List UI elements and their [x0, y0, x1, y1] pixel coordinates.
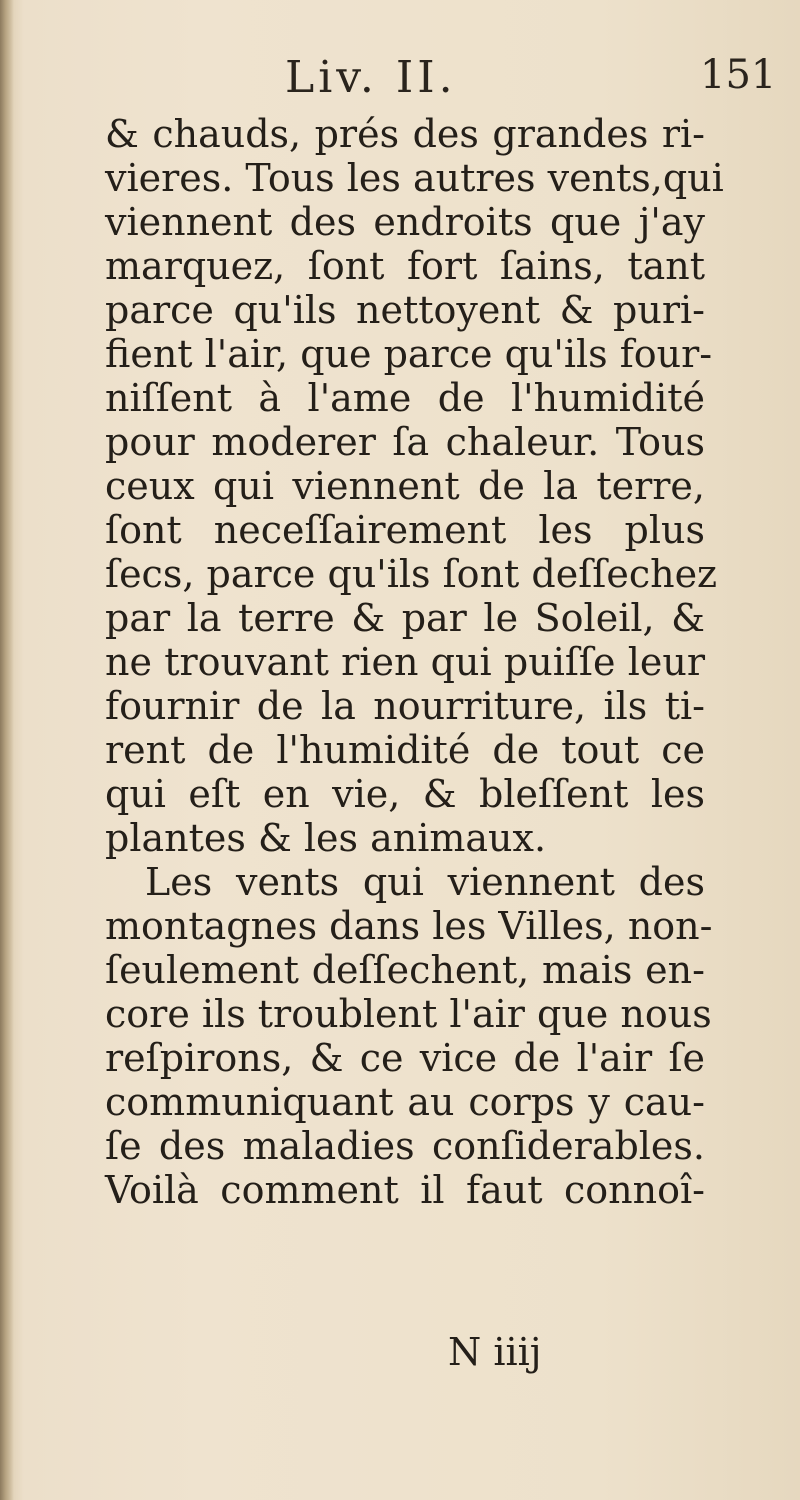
text-line: communiquant au corps y cau-: [105, 1080, 705, 1124]
text-line: par la terre & par le Soleil, &: [105, 596, 705, 640]
text-line: ſeulement deſſechent, mais en-: [105, 948, 705, 992]
body-text: [105, 112, 724, 1212]
running-head-title: Liv. II.: [285, 52, 457, 103]
text-line: core ils troublent l'air que nous: [105, 992, 712, 1036]
text-line: Voilà comment il faut connoî-: [105, 1168, 705, 1212]
text-line: qui eſt en vie, & bleſſent les: [105, 772, 705, 816]
text-line: marquez, ſont fort ſains, tant: [105, 244, 705, 288]
text-line: fournir de la nourriture, ils ti-: [105, 684, 705, 728]
text-line: ſe des maladies conſiderables.: [105, 1124, 705, 1168]
page-number: 151: [700, 52, 777, 98]
text-line: niſſent à l'ame de l'humidité: [105, 376, 705, 420]
page-gutter-shadow: [0, 0, 14, 1500]
text-line: parce qu'ils nettoyent & puri-: [105, 288, 705, 332]
text-line-paragraph-start: Les vents qui viennent des: [145, 860, 705, 904]
text-line-paragraph-end: plantes & les animaux.: [105, 816, 547, 860]
text-line: fient l'air, que parce qu'ils four-: [105, 332, 713, 376]
text-line: montagnes dans les Villes, non-: [105, 904, 713, 948]
text-line: vieres. Tous les autres vents,qui: [105, 156, 724, 200]
text-line: rent de l'humidité de tout ce: [105, 728, 705, 772]
running-head: [0, 52, 800, 112]
text-line: reſpirons, & ce vice de l'air ſe: [105, 1036, 705, 1080]
signature-mark: N iiij: [448, 1330, 542, 1374]
text-line: ſecs, parce qu'ils ſont deſſechez: [105, 552, 718, 596]
text-line: ceux qui viennent de la terre,: [105, 464, 705, 508]
text-line: ſont neceſſairement les plus: [105, 508, 705, 552]
text-line: & chauds, prés des grandes ri-: [105, 112, 705, 156]
text-line: ne trouvant rien qui puiſſe leur: [105, 640, 705, 684]
text-line: pour moderer ſa chaleur. Tous: [105, 420, 705, 464]
text-line: viennent des endroits que j'ay: [105, 200, 705, 244]
